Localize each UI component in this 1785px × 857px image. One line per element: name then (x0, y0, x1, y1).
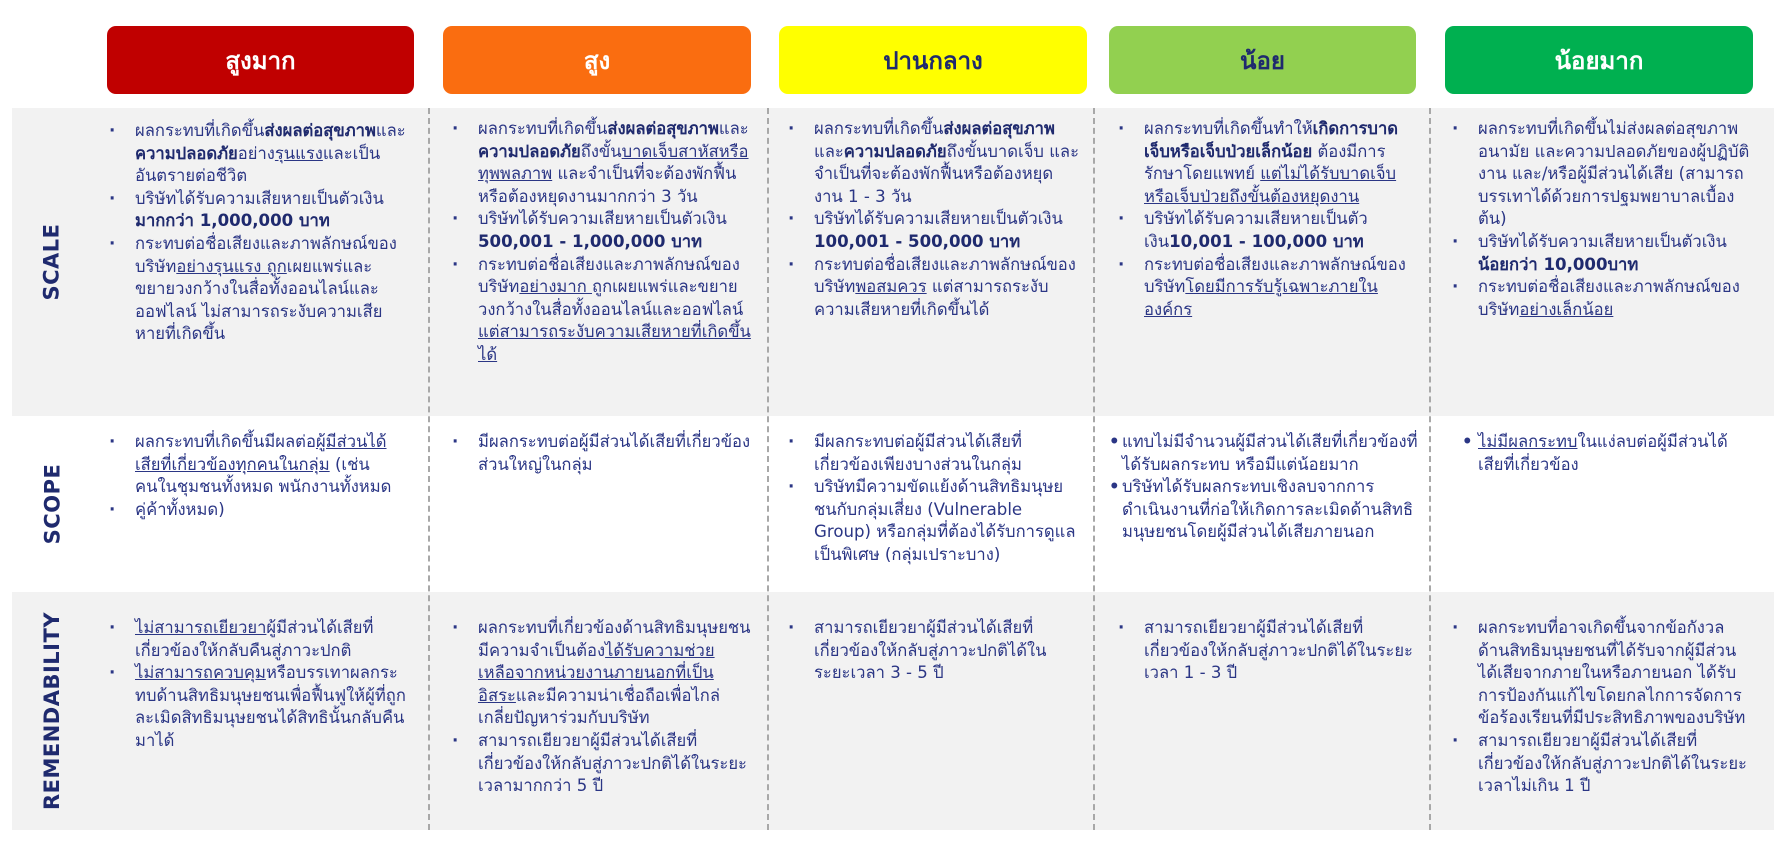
header-label: ปานกลาง (883, 46, 983, 75)
column-divider (1429, 108, 1431, 830)
list-item: · ผลกระทบที่เกิดขึ้นส่งผลต่อสุขภาพและความปลอดภัยถึงขั้นบาดเจ็บ และจำเป็นที่จะต้องพักฟื้นหรือต้องหยุดงาน 1 - 3 วัน (782, 118, 1080, 208)
column-divider (1093, 108, 1095, 830)
scale-high-cell (446, 118, 751, 367)
list-item: · มีผลกระทบต่อผู้มีส่วนได้เสียที่เกี่ยวข้องส่วนใหญ่ในกลุ่ม (446, 431, 751, 476)
list-item: • บริษัทได้รับผลกระทบเชิงลบจากการดำเนินงานที่ก่อให้เกิดการละเมิดด้านสิทธิมนุษยชนโดยผู้มีส่วนได้เสียภายนอก (1108, 476, 1420, 544)
list-item: · ผลกระทบที่เกิดขึ้นมีผลต่อผู้มีส่วนได้เสียที่เกี่ยวข้องทุกคนในกลุ่ม (เช่น คนในชุมชนทั้งหมด พนักงานทั้งหมด (103, 431, 408, 499)
list-item: · บริษัทมีความขัดแย้งด้านสิทธิมนุษยชนกับกลุ่มเสี่ยง (Vulnerable Group) หรือกลุ่มที่ต้องได้รับการดูแลเป็นพิเศษ (กลุ่มเปราะบาง) (782, 476, 1080, 566)
scope-high-cell (446, 431, 751, 476)
scale-medium-cell (782, 118, 1080, 321)
scope-very-low-cell (1446, 431, 1750, 476)
scale-low-cell (1112, 118, 1417, 321)
list-item: · บริษัทได้รับความเสียหายเป็นตัวเงินน้อยกว่า 10,000บาท (1446, 231, 1750, 276)
list-item: · คู่ค้าทั้งหมด) (103, 499, 408, 522)
list-item: · ผลกระทบที่เกิดขึ้นส่งผลต่อสุขภาพและความปลอดภัยถึงขั้นบาดเจ็บสาหัสหรือทุพพลภาพ และจำเป็นที่จะต้องพักฟื้นหรือต้องหยุดงานมากกว่า 3 วัน (446, 118, 751, 208)
header-very-high (107, 26, 414, 94)
list-item: · กระทบต่อชื่อเสียงและภาพลักษณ์ของบริษัทพอสมควร แต่สามารถระงับความเสียหายที่เกิดขึ้นได้ (782, 254, 1080, 322)
list-item: · บริษัทได้รับความเสียหายเป็นตัวเงิน 100,001 - 500,000 บาท (782, 208, 1080, 253)
list-item: · ผลกระทบที่เกิดขึ้นไม่ส่งผลต่อสุขภาพ อนามัย และความปลอดภัยของผู้ปฏิบัติงาน และ/หรือผู้มีส่วนได้เสีย (สามารถบรรเทาได้ด้วยการปฐมพยาบาลเบื้องต้น) (1446, 118, 1750, 231)
header-label: น้อยมาก (1554, 46, 1644, 75)
row-label-remendability: REMENDABILITY (40, 611, 65, 811)
header-medium (779, 26, 1087, 94)
list-item: · กระทบต่อชื่อเสียงและภาพลักษณ์ของบริษัทโดยมีการรับรู้เฉพาะภายในองค์กร (1112, 254, 1417, 322)
remend-medium-cell (782, 617, 1080, 685)
list-item: · มีผลกระทบต่อผู้มีส่วนได้เสียที่เกี่ยวข้องเพียงบางส่วนในกลุ่ม (782, 431, 1080, 476)
list-item: · ผลกระทบที่เกิดขึ้นส่งผลต่อสุขภาพและความปลอดภัยอย่างรุนแรงและเป็นอันตรายต่อชีวิต (103, 120, 408, 188)
header-label: สูงมาก (225, 46, 296, 75)
list-item: · สามารถเยียวยาผู้มีส่วนได้เสียที่เกี่ยวข้องให้กลับสู่ภาวะปกติได้ในระยะเวลา 3 - 5 ปี (782, 617, 1080, 685)
list-item: • แทบไม่มีจำนวนผู้มีส่วนได้เสียที่เกี่ยวข้องที่ได้รับผลกระทบ หรือมีแต่น้อยมาก (1108, 431, 1420, 476)
list-item: · ผลกระทบที่อาจเกิดขึ้นจากข้อกังวลด้านสิทธิมนุษยชนที่ได้รับจากผู้มีส่วนได้เสียจากภายในหรือภายนอก ได้รับการป้องกันแก้ไขโดยกลไกการจัดการข้อร้องเรียนที่มีประสิทธิภาพของบริษัท (1446, 617, 1750, 730)
header-low (1109, 26, 1416, 94)
list-item: · สามารถเยียวยาผู้มีส่วนได้เสียที่เกี่ยวข้องให้กลับสู่ภาวะปกติได้ในระยะเวลาไม่เกิน 1 ปี (1446, 730, 1750, 798)
row-label-scope: SCOPE (40, 463, 64, 545)
list-item: • ไม่มีผลกระทบในแง่ลบต่อผู้มีส่วนได้เสียที่เกี่ยวข้อง (1446, 431, 1750, 476)
header-label: สูง (583, 46, 611, 75)
remend-very-high-cell (103, 617, 408, 753)
header-label: น้อย (1240, 46, 1285, 75)
column-divider (767, 108, 769, 830)
scale-very-high-cell (103, 120, 408, 346)
row-label-scale: SCALE (39, 223, 64, 301)
header-very-low (1445, 26, 1753, 94)
scale-very-low-cell (1446, 118, 1750, 321)
list-item: · ผลกระทบที่เกิดขึ้นทำให้เกิดการบาดเจ็บหรือเจ็บป่วยเล็กน้อย ต้องมีการรักษาโดยแพทย์ แต่ไม่ได้รับบาดเจ็บหรือเจ็บป่วยถึงขั้นต้องหยุดงาน (1112, 118, 1417, 208)
list-item: · บริษัทได้รับความเสียหายเป็นตัวเงิน 500,001 - 1,000,000 บาท (446, 208, 751, 253)
list-item: · กระทบต่อชื่อเสียงและภาพลักษณ์ของบริษัทอย่างมาก ถูกเผยแพร่และขยายวงกว้างในสื่อทั้งออนไลน์และออฟไลน์ แต่สามารถระงับความเสียหายที่เกิดขึ้นได้ (446, 254, 751, 367)
list-item: · ผลกระทบที่เกี่ยวข้องด้านสิทธิมนุษยชนมีความจำเป็นต้องได้รับความช่วยเหลือจากหน่วยงานภายนอกที่เป็นอิสระและมีความน่าเชื่อถือเพื่อไกล่เกลี่ยปัญหาร่วมกับบริษัท (446, 617, 751, 730)
scope-low-cell (1108, 431, 1420, 544)
scope-very-high-cell (103, 431, 408, 521)
list-item: · สามารถเยียวยาผู้มีส่วนได้เสียที่เกี่ยวข้องให้กลับสู่ภาวะปกติได้ในระยะเวลา 1 - 3 ปี (1112, 617, 1417, 685)
header-high (443, 26, 751, 94)
list-item: · กระทบต่อชื่อเสียงและภาพลักษณ์ของบริษัทอย่างเล็กน้อย (1446, 276, 1750, 321)
list-item: · สามารถเยียวยาผู้มีส่วนได้เสียที่เกี่ยวข้องให้กลับสู่ภาวะปกติได้ในระยะเวลามากกว่า 5 ปี (446, 730, 751, 798)
scope-medium-cell (782, 431, 1080, 567)
list-item: · บริษัทได้รับความเสียหายเป็นตัวเงินมากกว่า 1,000,000 บาท (103, 188, 408, 233)
list-item: · กระทบต่อชื่อเสียงและภาพลักษณ์ของบริษัทอย่างรุนแรง ถูกเผยแพร่และขยายวงกว้างในสื่อทั้งออนไลน์และออฟไลน์ ไม่สามารถระงับความเสียหายที่เกิดขึ้น (103, 233, 408, 346)
remend-very-low-cell (1446, 617, 1750, 798)
list-item: · ไม่สามารถควบคุมหรือบรรเทาผลกระทบด้านสิทธิมนุษยชนเพื่อฟื้นฟูให้ผู้ที่ถูกละเมิดสิทธิมนุษยชนได้สิทธินั้นกลับคืนมาได้ (103, 662, 408, 752)
list-item: · ไม่สามารถเยียวยาผู้มีส่วนได้เสียที่เกี่ยวข้องให้กลับคืนสู่ภาวะปกติ (103, 617, 408, 662)
remend-high-cell (446, 617, 751, 798)
remend-low-cell (1112, 617, 1417, 685)
column-divider (428, 108, 430, 830)
list-item: · บริษัทได้รับความเสียหายเป็นตัวเงิน10,001 - 100,000 บาท (1112, 208, 1417, 253)
